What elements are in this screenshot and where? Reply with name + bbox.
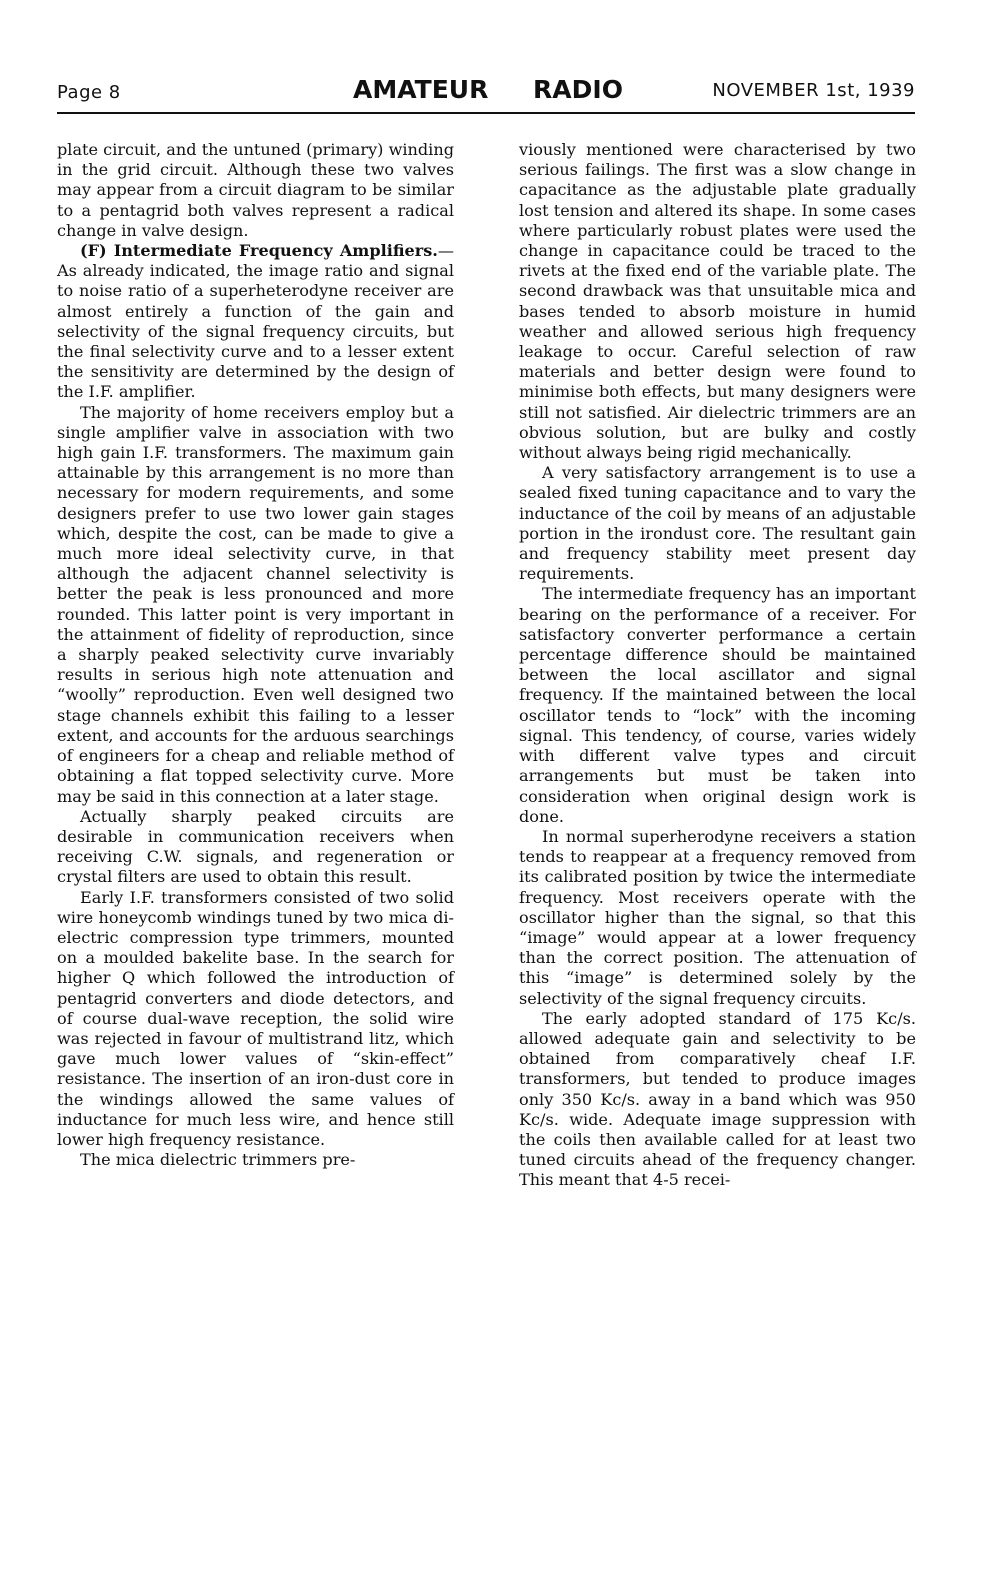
- page-number: Page 8: [57, 82, 121, 103]
- paragraph: The majority of home receivers employ but a single amplifier valve in association with two high gain I.F. transformers. The maximum gain attainable by this arrangement is no more than necessary for modern requirements, and some designers prefer to use two lower gain stages which, despite the cost, can be made to give a much more ideal selectivity curve, in that although the adjacent channel selectivity is better the peak is less pronounced and more rounded. This latter point is very important in the attainment of fidelity of reproduction, since a sharply peaked selectivity curve invariably results in serious high note attenuation and “woolly” reproduction. Even well designed two stage channels exhibit this failing to a lesser extent, and accounts for the arduous searchings of engineers for a cheap and reliable method of obtaining a flat topped selectivity curve. More may be said in this connection at a later stage.: [57, 402, 454, 806]
- paragraph: The early adopted standard of 175 Kc/s. allowed adequate gain and selectivity to be obtained from comparatively cheaf I.F. transformers, but tended to produce images only 350 Kc/s. away in a band which was 950 Kc/s. wide. Adequate image suppression with the coils then available called for at least two tuned circuits ahead of the frequency changer. This meant that 4-5 recei-: [519, 1008, 916, 1190]
- paragraph: viously mentioned were characterised by two serious failings. The first was a slow change in capacitance as the adjustable plate gradually lost tension and altered its shape. In some cases where particularly robust plates were used the change in capacitance could be traced to the rivets at the fixed end of the variable plate. The second drawback was that unsuitable mica and bases tended to absorb moisture in humid weather and allowed serious high frequency leakage to occur. Careful selection of raw materials and better design were found to minimise both effects, but many designers were still not satisfied. Air dielectric trimmers are an obvious solution, but are bulky and costly without always being rigid mechanically.: [519, 140, 916, 463]
- issue-date: NOVEMBER 1st, 1939: [712, 80, 915, 101]
- magazine-title: AMATEUR RADIO: [353, 75, 623, 104]
- right-column: [519, 140, 916, 1191]
- paragraph: plate circuit, and the untuned (primary) winding in the grid circuit. Although these two valves may appear from a circuit diagram to be similar to a pentagrid both valves represent a radical change in valve design.: [57, 140, 454, 240]
- paragraph-if-amplifiers: [57, 241, 454, 403]
- paragraph: Early I.F. transformers consisted of two solid wire honeycomb windings tuned by two mica di-electric compression type trimmers, mounted on a moulded bakelite base. In the search for higher Q which followed the introduction of pentagrid converters and diode detectors, and of course dual-wave reception, the solid wire was rejected in favour of multistrand litz, which gave much lower values of “skin-effect” resistance. The insertion of an iron-dust core in the windings allowed the same values of inductance for much less wire, and hence still lower high frequency resistance.: [57, 887, 454, 1149]
- paragraph: A very satisfactory arrangement is to use a sealed fixed tuning capacitance and to vary the inductance of the coil by means of an adjustable portion in the irondust core. The resultant gain and frequency stability meet present day requirements.: [519, 463, 916, 584]
- paragraph-text: —As already indicated, the image ratio and signal to noise ratio of a superheterodyne receiver are almost entirely a function of the gain and selectivity of the signal frequency circuits, but the final selectivity curve and to a lesser extent the sensitivity are determined by the design of the I.F. amplifier.: [57, 241, 454, 402]
- left-column: [57, 140, 454, 1170]
- paragraph: Actually sharply peaked circuits are desirable in communication receivers when receiving C.W. signals, and regeneration or crystal filters are used to obtain this result.: [57, 806, 454, 887]
- paragraph: The mica dielectric trimmers pre-: [80, 1150, 356, 1170]
- paragraph: The intermediate frequency has an important bearing on the performance of a receiver. For satisfactory converter performance a certain percentage difference should be maintained between the local ascillator and signal frequency. If the maintained between the local oscillator tends to “lock” with the incoming signal. This tendency, of course, varies widely with different valve types and circuit arrangements but must be taken into consideration when original design work is done.: [519, 584, 916, 826]
- section-heading: (F) Intermediate Frequency Amplifiers.: [80, 241, 438, 261]
- page-header: [57, 72, 915, 114]
- paragraph: In normal superherodyne receivers a station tends to reappear at a frequency removed from its calibrated position by twice the intermediate frequency. Most receivers operate with the oscillator higher than the signal, so that this “image” would appear at a lower frequency than the correct position. The attenuation of this “image” is determined solely by the selectivity of the signal frequency circuits.: [519, 826, 916, 1008]
